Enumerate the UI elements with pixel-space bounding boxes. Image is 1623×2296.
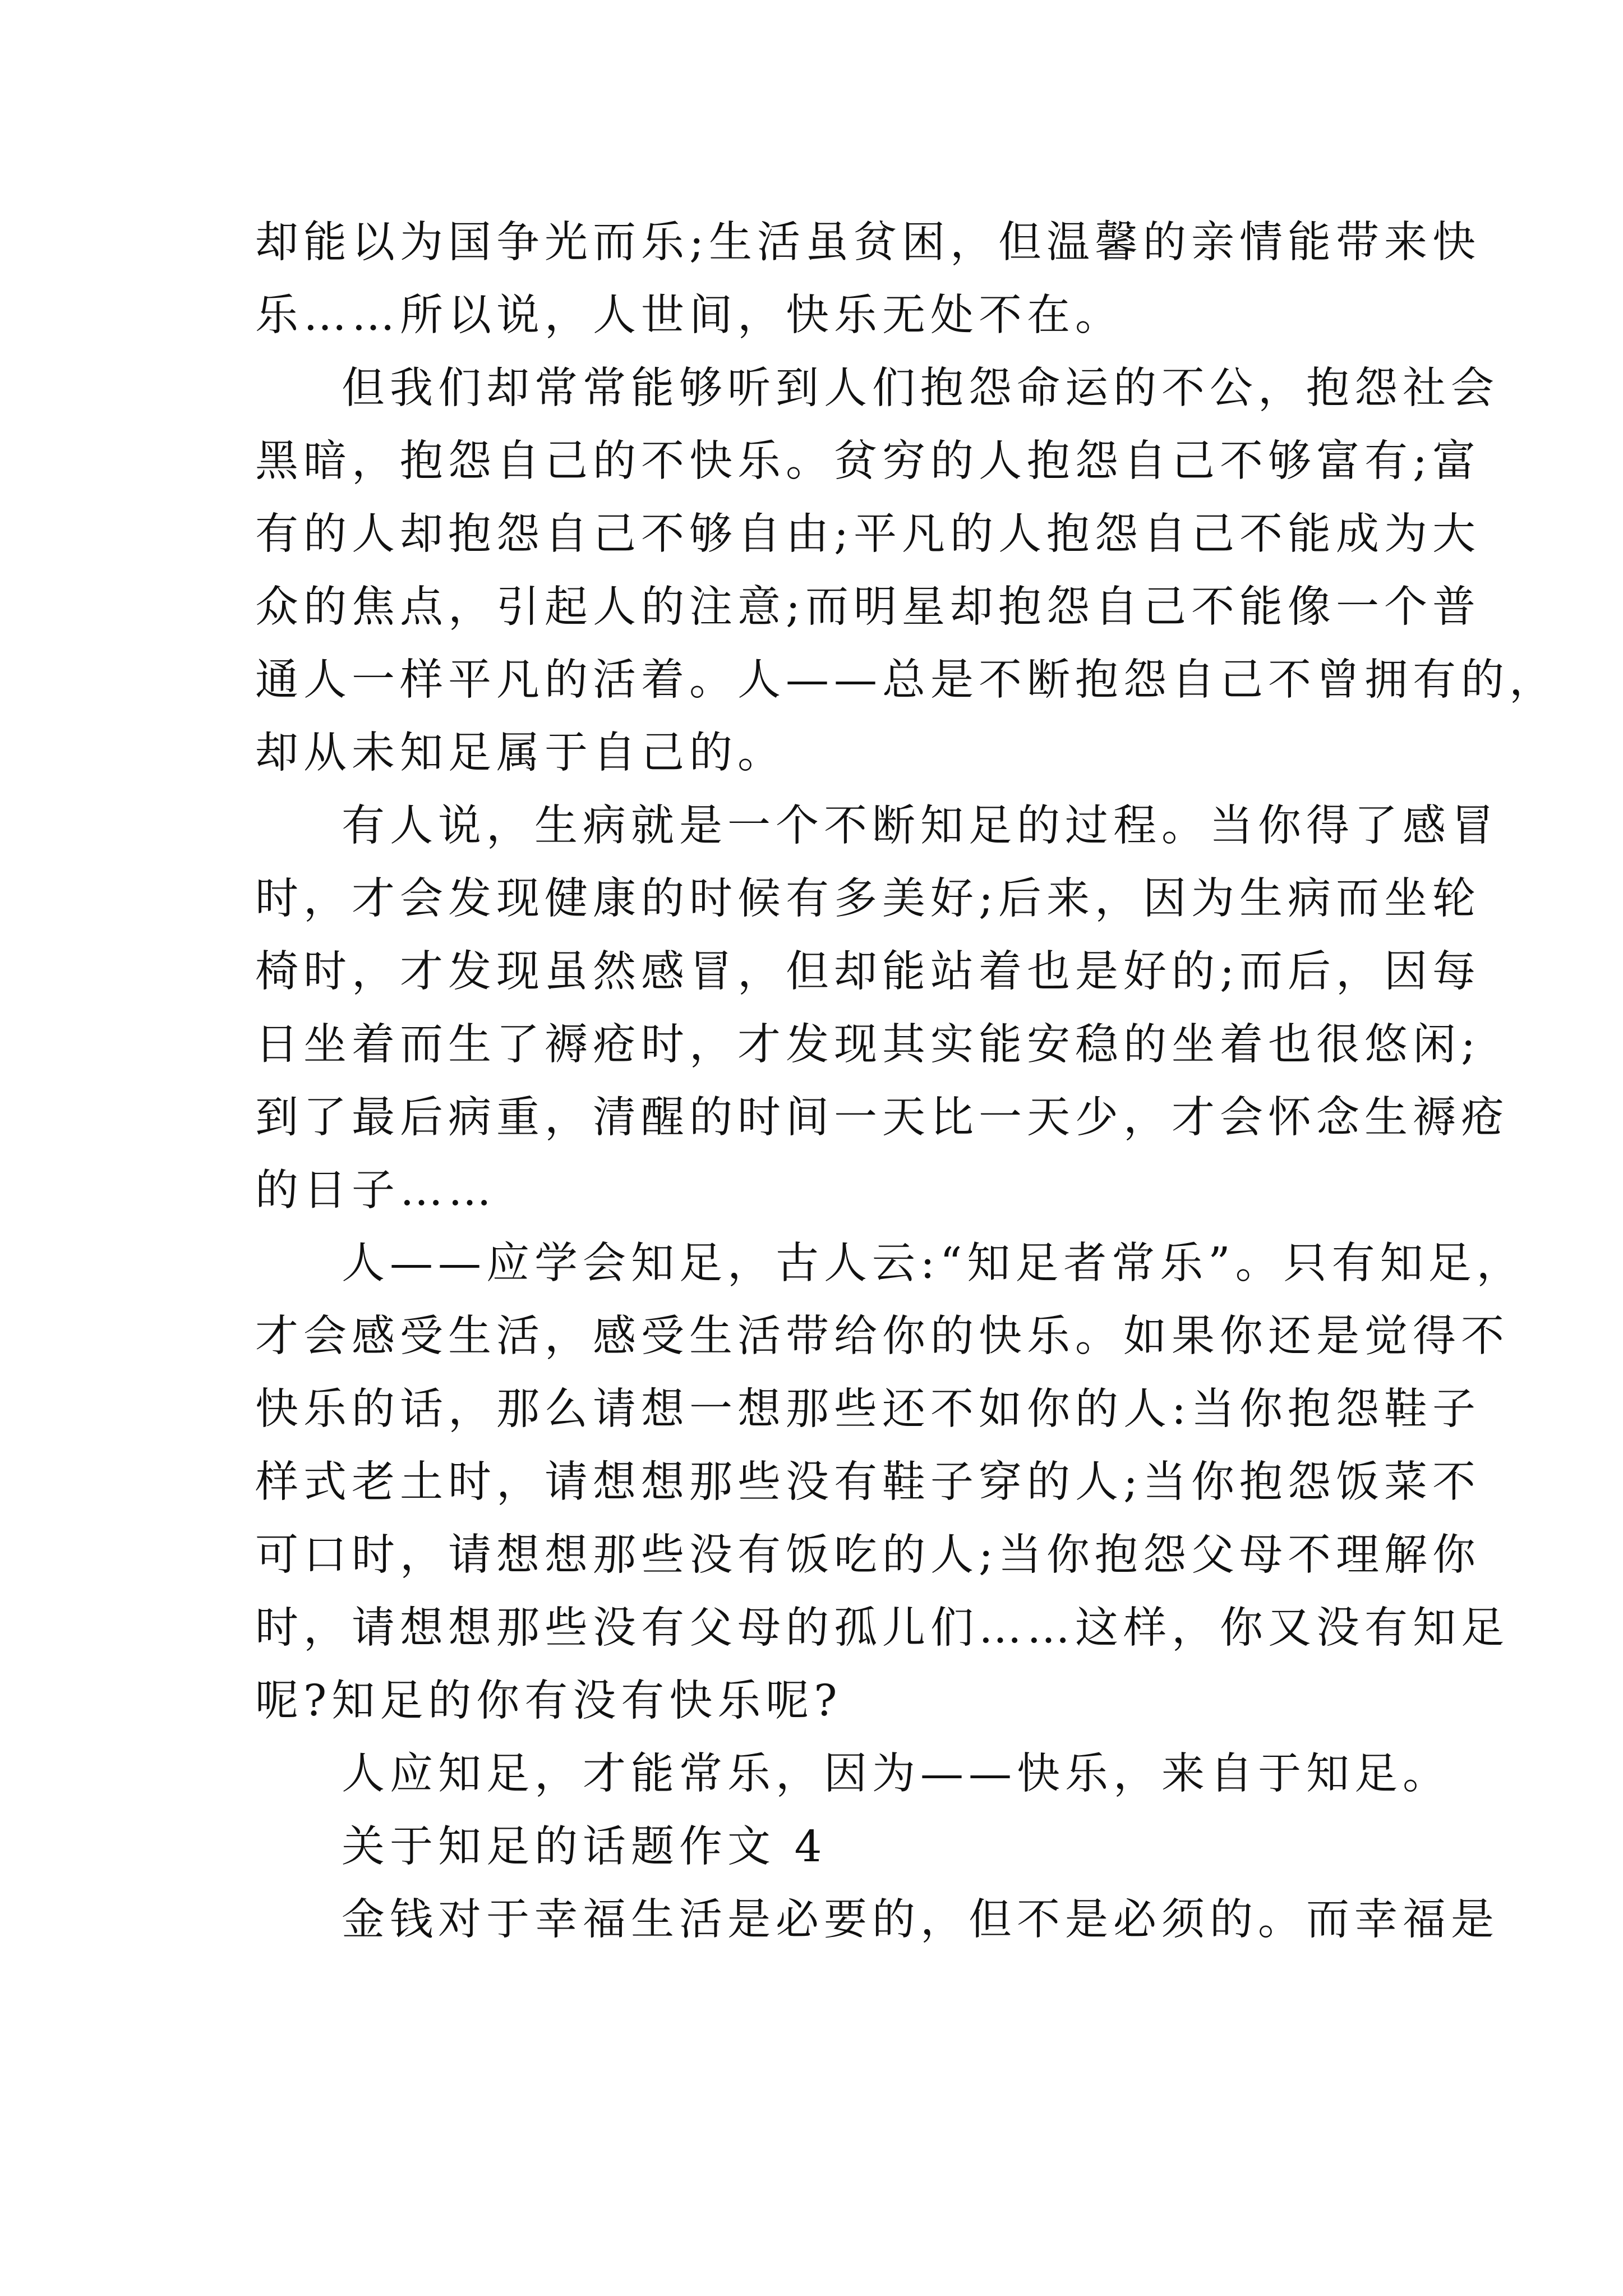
text-line: 快乐的话，那么请想一想那些还不如你的人:当你抱怨鞋子 xyxy=(255,1384,1481,1434)
text-line: 人应知足，才能常乐，因为——快乐，来自于知足。 xyxy=(342,1749,1451,1799)
text-line: 样式老土时，请想想那些没有鞋子穿的人;当你抱怨饭菜不 xyxy=(255,1457,1481,1507)
text-line: 的日子…… xyxy=(255,1166,496,1216)
text-line: 黑暗，抱怨自己的不快乐。贫穷的人抱怨自己不够富有;富 xyxy=(255,436,1481,486)
paragraph xyxy=(255,1884,1499,1957)
text-line: 众的焦点，引起人的注意;而明星却抱怨自己不能像一个普 xyxy=(255,582,1481,632)
text-line: 可口时，请想想那些没有饭吃的人;当你抱怨父母不理解你 xyxy=(255,1530,1481,1580)
paragraph xyxy=(255,1738,1451,1811)
text-line: 却从未知足属于自己的。 xyxy=(255,728,786,778)
section-heading xyxy=(255,1811,1388,1884)
text-line: 时，请想想那些没有父母的孤儿们……这样，你又没有知足 xyxy=(255,1603,1509,1653)
paragraph xyxy=(255,1227,1525,1738)
text-line: 有的人却抱怨自己不够自由;平凡的人抱怨自己不能成为大 xyxy=(255,509,1481,559)
text-line: 关于知足的话题作文 4 xyxy=(342,1822,827,1872)
text-line: 乐……所以说，人世间，快乐无处不在。 xyxy=(255,291,1123,341)
text-line: 人——应学会知足，古人云:“知足者常乐”。只有知足， xyxy=(342,1239,1525,1289)
text-line: 才会感受生活，感受生活带给你的快乐。如果你还是觉得不 xyxy=(255,1312,1509,1361)
text-line: 到了最后病重，清醒的时间一天比一天少，才会怀念生褥疮 xyxy=(255,1093,1509,1143)
text-line: 椅时，才发现虽然感冒，但却能站着也是好的;而后，因每 xyxy=(255,947,1481,997)
text-line: 但我们却常常能够听到人们抱怨命运的不公，抱怨社会 xyxy=(342,364,1499,413)
text-line: 通人一样平凡的活着。人——总是不断抱怨自己不曾拥有的， xyxy=(255,655,1557,705)
document-body xyxy=(255,206,1557,1957)
text-line: 却能以为国争光而乐;生活虽贫困，但温馨的亲情能带来快 xyxy=(255,218,1481,268)
paragraph xyxy=(255,352,1557,790)
paragraph xyxy=(255,790,1509,1227)
paragraph xyxy=(255,206,1481,352)
text-line: 日坐着而生了褥疮时，才发现其实能安稳的坐着也很悠闲; xyxy=(255,1020,1481,1070)
text-line: 金钱对于幸福生活是必要的，但不是必须的。而幸福是 xyxy=(342,1895,1499,1945)
text-line: 有人说，生病就是一个不断知足的过程。当你得了感冒 xyxy=(342,801,1499,851)
text-line: 呢?知足的你有没有快乐呢? xyxy=(255,1676,842,1726)
text-line: 时，才会发现健康的时候有多美好;后来，因为生病而坐轮 xyxy=(255,874,1481,924)
